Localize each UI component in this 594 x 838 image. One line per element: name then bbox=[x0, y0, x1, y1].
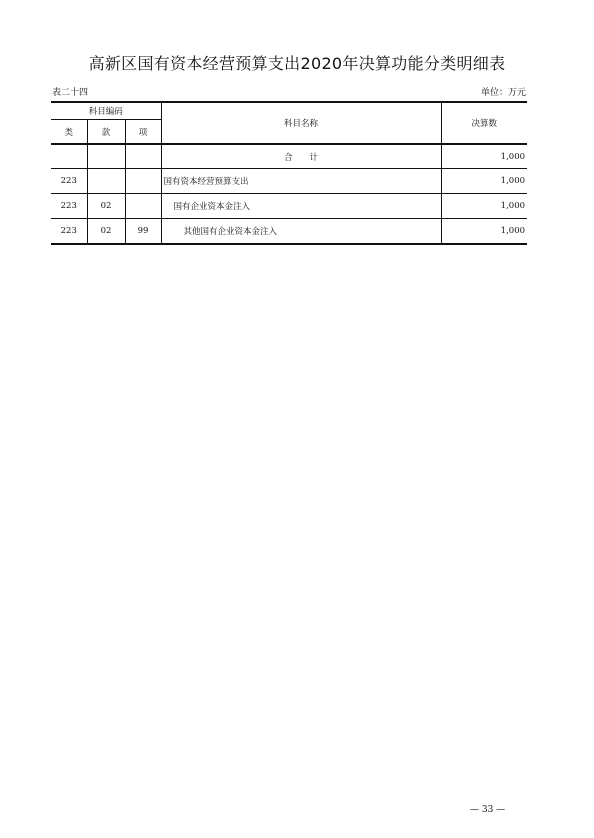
unit-label: 单位：万元 bbox=[480, 88, 526, 98]
budget-table bbox=[51, 101, 527, 245]
lei-header: 类 bbox=[51, 120, 87, 145]
total-label: 合 计 bbox=[161, 144, 441, 169]
row-xiang bbox=[125, 194, 161, 219]
row-kuan: 02 bbox=[87, 219, 125, 245]
total-row bbox=[51, 144, 527, 169]
row-xiang bbox=[125, 169, 161, 194]
row-lei: 223 bbox=[51, 169, 87, 194]
kuan-header: 款 bbox=[87, 120, 125, 145]
code-group-header: 科目编码 bbox=[51, 102, 161, 120]
total-amount: 1,000 bbox=[441, 144, 527, 169]
row-lei: 223 bbox=[51, 219, 87, 245]
row-amount: 1,000 bbox=[441, 194, 527, 219]
xiang-header: 项 bbox=[125, 120, 161, 145]
row-amount: 1,000 bbox=[441, 169, 527, 194]
table-header-row bbox=[51, 102, 527, 120]
table-row bbox=[51, 169, 527, 194]
row-name: 其他国有企业资本金注入 bbox=[161, 219, 441, 245]
page-number: — 33 — bbox=[470, 805, 506, 815]
table-number: 表二十四 bbox=[52, 88, 89, 98]
row-xiang: 99 bbox=[125, 219, 161, 245]
amount-header: 决算数 bbox=[441, 102, 527, 144]
row-amount: 1,000 bbox=[441, 219, 527, 245]
name-header: 科目名称 bbox=[161, 102, 441, 144]
page-title: 高新区国有资本经营预算支出2020年决算功能分类明细表 bbox=[88, 54, 506, 73]
row-kuan: 02 bbox=[87, 194, 125, 219]
table-row bbox=[51, 194, 527, 219]
row-name: 国有企业资本金注入 bbox=[161, 194, 441, 219]
table-row bbox=[51, 219, 527, 245]
row-name: 国有资本经营预算支出 bbox=[161, 169, 441, 194]
row-kuan bbox=[87, 169, 125, 194]
row-lei: 223 bbox=[51, 194, 87, 219]
